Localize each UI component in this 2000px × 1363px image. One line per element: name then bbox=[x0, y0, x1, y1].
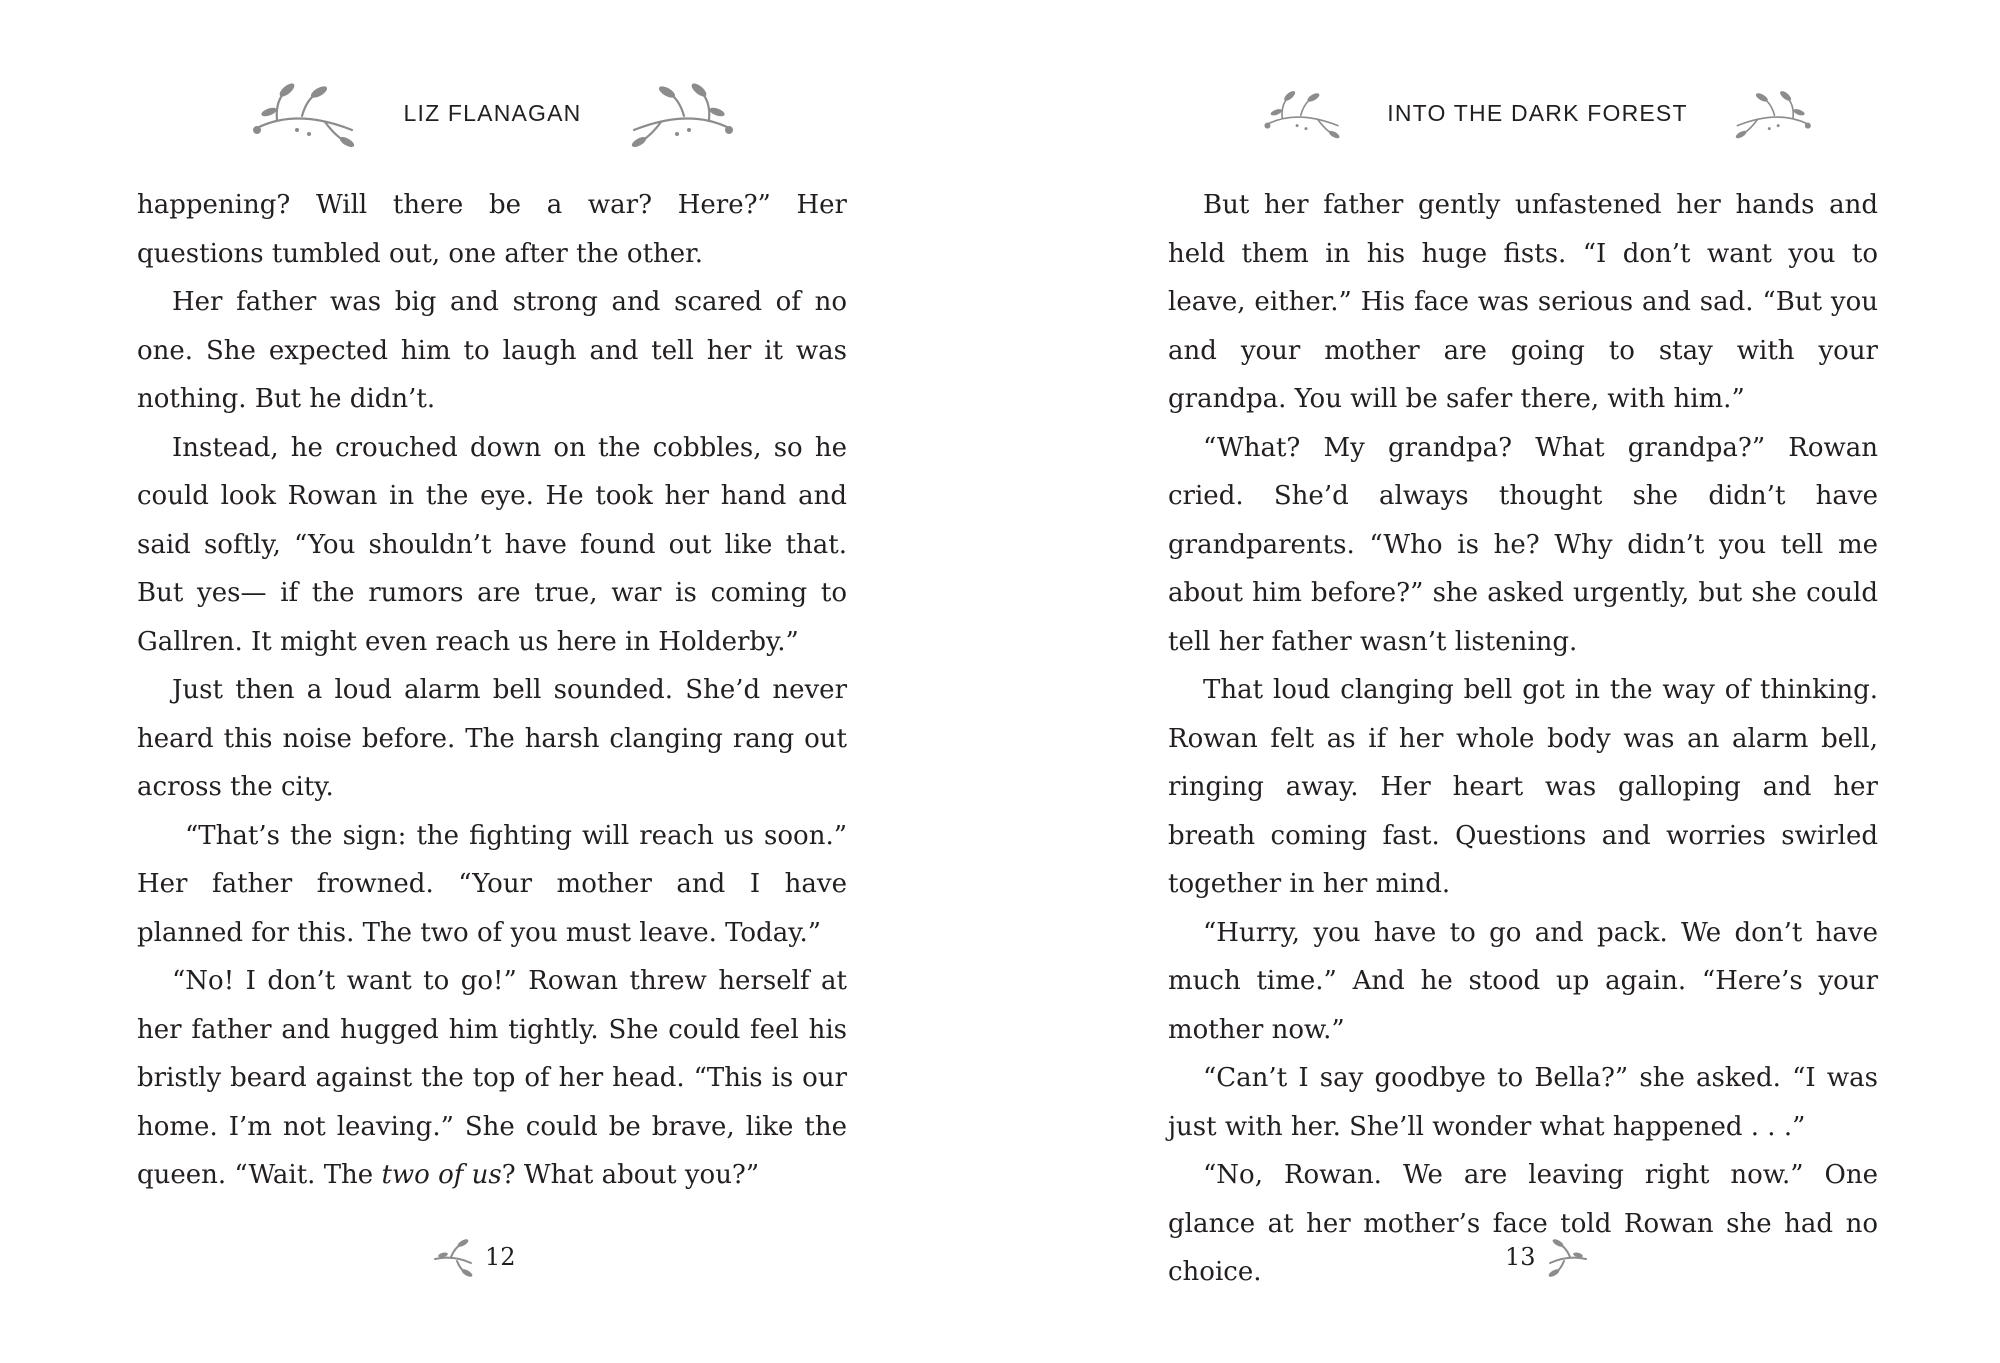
leafy-sprig-icon bbox=[624, 78, 739, 148]
paragraph: That loud clanging bell got in the way of thinking. Rowan felt as if her whole body was an alarm bell, ringing away. Her heart was galloping and her breath coming fast. Questions and worries swirled together in her mind. bbox=[1168, 675, 1878, 899]
leafy-sprig-icon bbox=[1730, 78, 1815, 148]
leafy-sprig-icon bbox=[1260, 78, 1345, 148]
page-number: 12 bbox=[485, 1243, 516, 1271]
left-body-text bbox=[137, 181, 847, 1200]
leafy-sprig-icon bbox=[247, 78, 362, 148]
small-sprig-icon bbox=[433, 1237, 477, 1277]
paragraph: “What? My grandpa? What grandpa?” Rowan cried. She’d always thought she didn’t have grandparents. “Who is he? Why didn’t you tell me about him before?” she asked urgently, but she could tell her father wasn’t listening. bbox=[1168, 432, 1878, 657]
left-running-head bbox=[215, 78, 770, 148]
paragraph: “Can’t I say goodbye to Bella?” she asked. “I was just with her. She’ll wonder what happened . . .” bbox=[1168, 1063, 1878, 1142]
right-folio bbox=[1505, 1232, 1588, 1282]
paragraph: Instead, he crouched down on the cobbles, so he could look Rowan in the eye. He took her hand and said softly, “You shouldn’t have found out like that. But yes— if the rumors are true, war is coming to Gallren. It might even reach us here in Holderby.” bbox=[137, 432, 847, 657]
paragraph bbox=[137, 957, 847, 1200]
paragraph: Just then a loud alarm bell sounded. She’d never heard this noise before. The harsh clanging rang out across the city. bbox=[137, 675, 847, 802]
paragraph: But her father gently unfastened her hands and held them in his huge fists. “I don’t want you to leave, either.” His face was serious and sad. “But you and your mother are going to stay with your grandpa. You will be safer there, with him.” bbox=[1168, 190, 1878, 414]
paragraph: happening? Will there be a war? Here?” Her questions tumbled out, one after the other. bbox=[137, 190, 847, 269]
paragraph: Her father was big and strong and scared of no one. She expected him to laugh and tell her it was nothing. But he didn’t. bbox=[137, 287, 847, 414]
italic-text: two of us bbox=[381, 1160, 502, 1190]
paragraph: “No, Rowan. We are leaving right now.” One glance at her mother’s face told Rowan she had no choice. bbox=[1168, 1160, 1878, 1287]
paragraph-text: ? What about you?” bbox=[501, 1160, 760, 1190]
right-page bbox=[1000, 0, 2000, 1363]
running-head-title: LIZ FLANAGAN bbox=[403, 99, 582, 126]
running-head-title: INTO THE DARK FOREST bbox=[1387, 99, 1688, 126]
right-body-text bbox=[1168, 181, 1878, 1297]
paragraph: “Hurry, you have to go and pack. We don’t have much time.” And he stood up again. “Here’s your mother now.” bbox=[1168, 917, 1878, 1045]
paragraph: “That’s the sign: the fighting will reach us soon.” Her father frowned. “Your mother and I have planned for this. The two of you must leave. Today.” bbox=[137, 820, 847, 948]
left-folio bbox=[433, 1232, 516, 1282]
small-sprig-icon bbox=[1544, 1237, 1588, 1277]
page-number: 13 bbox=[1505, 1243, 1536, 1271]
paragraph-text: “No! I don’t want to go!” Rowan threw herself at her father and hugged him tightly. She could feel his bristly beard against the top of her head. “This is our home. I’m not leaving.” She could be brave, like the queen. “Wait. The bbox=[137, 966, 847, 1190]
right-running-head bbox=[1260, 78, 1815, 148]
